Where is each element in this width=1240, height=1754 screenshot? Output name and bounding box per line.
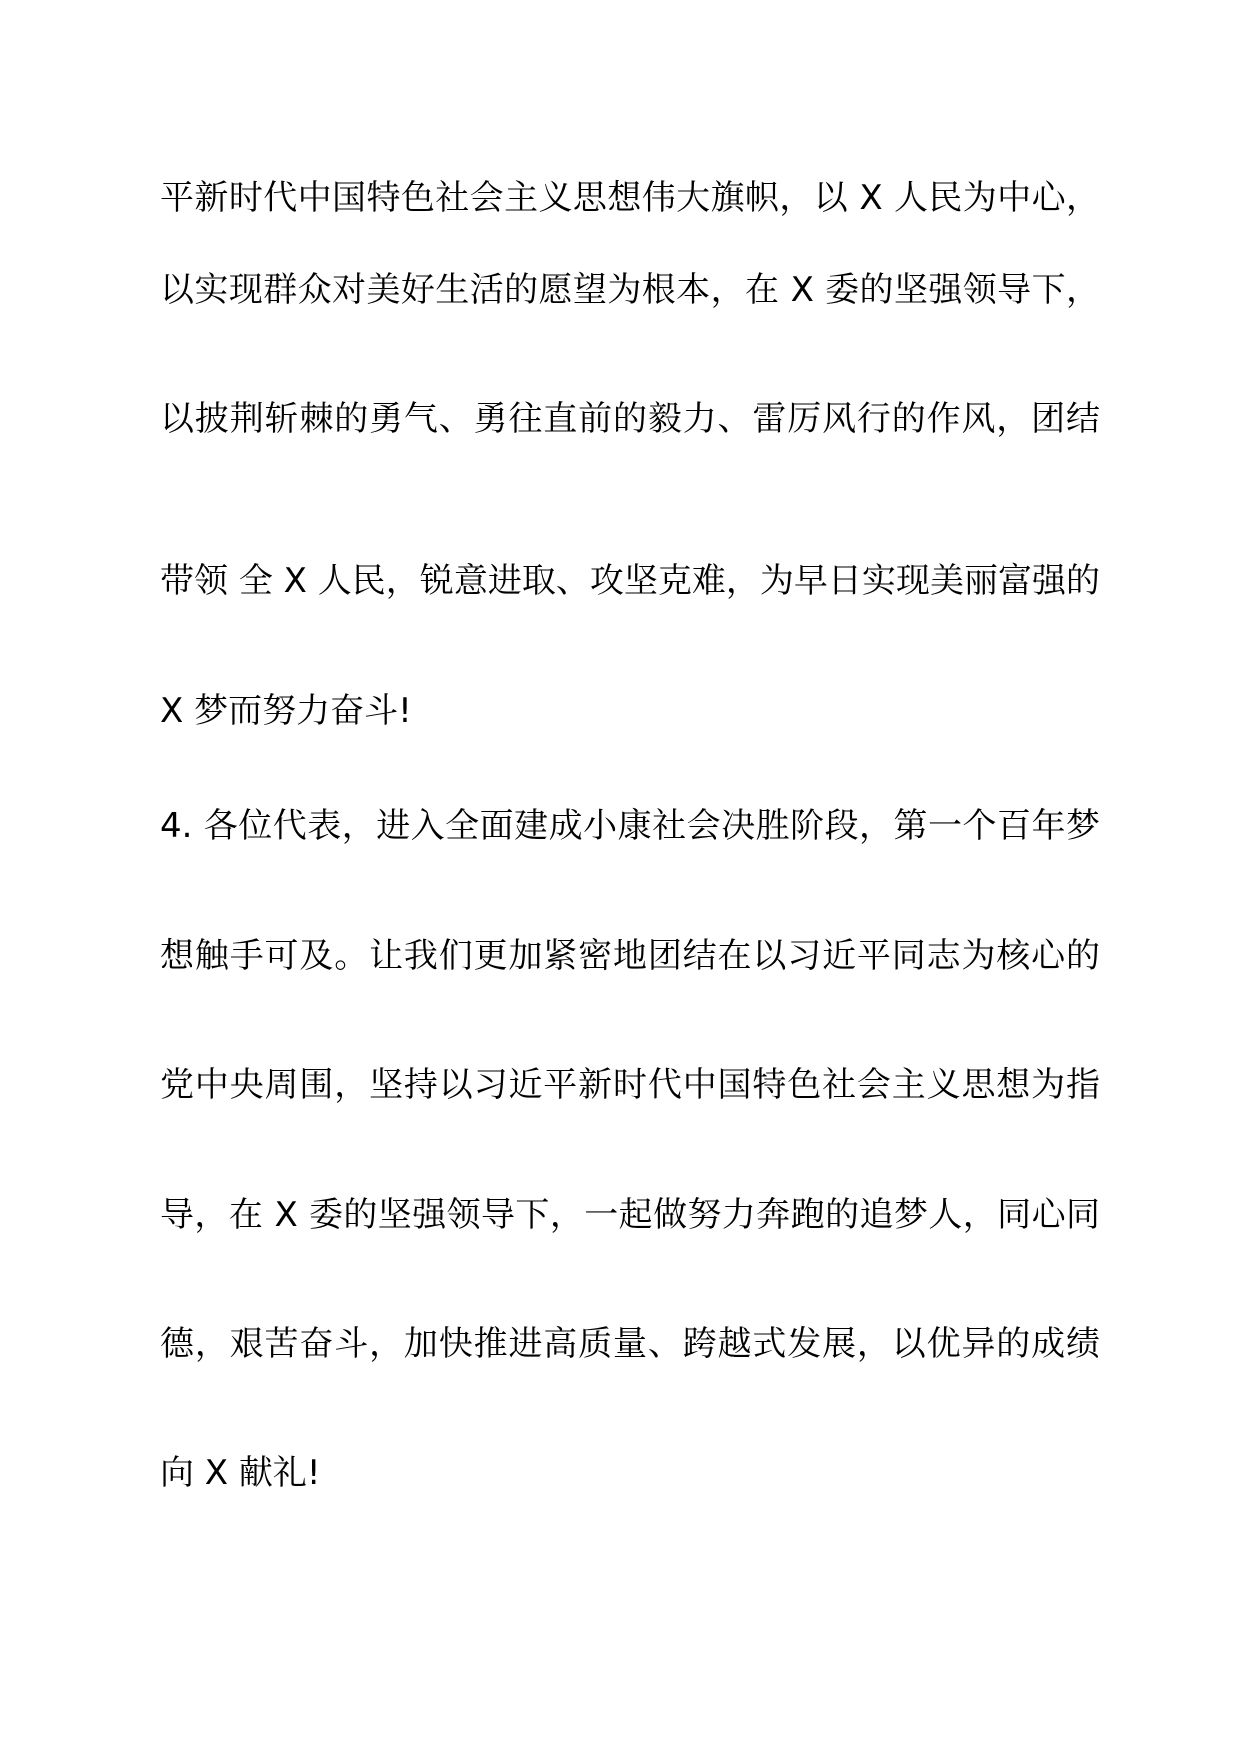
text-line: 带领 全 X 人民，锐意进取、攻坚克难，为早日实现美丽富强的 [160, 561, 1100, 601]
text-line: 党中央周围，坚持以习近平新时代中国特色社会主义思想为指 [160, 1065, 1100, 1105]
text-line: 向 X 献礼! [160, 1453, 321, 1493]
text-line: 平新时代中国特色社会主义思想伟大旗帜，以 X 人民为中心， [160, 178, 1100, 218]
text-line: X 梦而努力奋斗! [160, 691, 412, 731]
text-line: 以实现群众对美好生活的愿望为根本，在 X 委的坚强领导下， [160, 270, 1100, 310]
text-line: 德，艰苦奋斗，加快推进高质量、跨越式发展，以优异的成绩 [160, 1324, 1100, 1364]
text-line: 想触手可及。让我们更加紧密地团结在以习近平同志为核心的 [160, 936, 1100, 976]
text-line: 以披荆斩棘的勇气、勇往直前的毅力、雷厉风行的作风，团结 [160, 399, 1100, 439]
text-line: 4. 各位代表，进入全面建成小康社会决胜阶段，第一个百年梦 [160, 806, 1100, 846]
text-line: 导，在 X 委的坚强领导下，一起做努力奔跑的追梦人，同心同 [160, 1195, 1100, 1235]
